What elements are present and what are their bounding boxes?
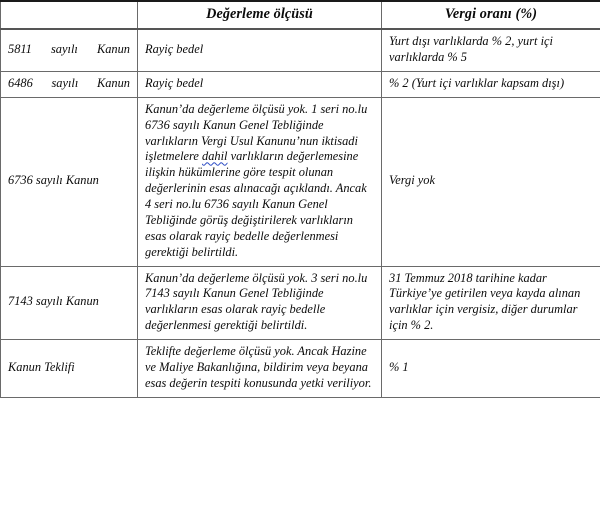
row-measure-paragraph [145, 102, 374, 261]
row-law-name: 6486 sayılı Kanun [1, 71, 138, 97]
row-measure: Kanun’da değerleme ölçüsü yok. 3 seri no.lu 7143 sayılı Kanun Genel Tebliğinde varlıkların esas olarak rayiç bedelle değerlenmesi gerektiği belirtildi. [138, 266, 382, 340]
table-header [1, 1, 600, 29]
table-row [1, 266, 600, 340]
header-row [1, 1, 600, 29]
row-rate: Yurt dışı varlıklarda % 2, yurt içi varlıklarda % 5 [382, 29, 600, 71]
row-measure: Teklifte değerleme ölçüsü yok. Ancak Hazine ve Maliye Bakanlığına, bildirim veya beyana esas değerin tespiti konusunda yetki veriliyor. [138, 340, 382, 398]
row-law-name: 7143 sayılı Kanun [1, 266, 138, 340]
row-law-name: Kanun Teklifi [1, 340, 138, 398]
table-row [1, 97, 600, 266]
row-measure: Rayiç bedel [138, 29, 382, 71]
row-rate: % 1 [382, 340, 600, 398]
row-law-name: 5811 sayılı Kanun [1, 29, 138, 71]
row-rate: 31 Temmuz 2018 tarihine kadar Türkiye’ye getirilen veya kayda alınan varlıklar için vergisiz, diğer durumlar için % 2. [382, 266, 600, 340]
table-body [1, 29, 600, 397]
table-row [1, 340, 600, 398]
row-rate: Vergi yok [382, 97, 600, 266]
row-rate: % 2 (Yurt içi varlıklar kapsam dışı) [382, 71, 600, 97]
row-measure [138, 97, 382, 266]
column-header-measure: Değerleme ölçüsü [138, 1, 382, 29]
measure-text-before: Kanun’da değerleme ölçüsü yok. 1 seri no.lu 6736 sayılı Kanun Genel Tebliğinde varlıkların Vergi Usul Kanunu’nun iktisadi işletmelere [145, 101, 368, 164]
measure-text-after: varlıkların değerlemesine ilişkin hükümlerine göre tespit olunan değerlerinin esas alınacağı açıklandı. Ancak 4 seri no.lu 6736 sayılı Kanun Genel Tebliğinde görüş değiştirilerek varlıkların esas olarak rayiç bedelle değerlenmesi gerektiği belirtildi. [145, 149, 367, 259]
table-row [1, 71, 600, 97]
row-measure: Rayiç bedel [138, 71, 382, 97]
column-header-rate: Vergi oranı (%) [382, 1, 600, 29]
spellcheck-flagged-word: dahil [202, 149, 228, 164]
table-row [1, 29, 600, 71]
row-law-name: 6736 sayılı Kanun [1, 97, 138, 266]
column-header-law [1, 1, 138, 29]
